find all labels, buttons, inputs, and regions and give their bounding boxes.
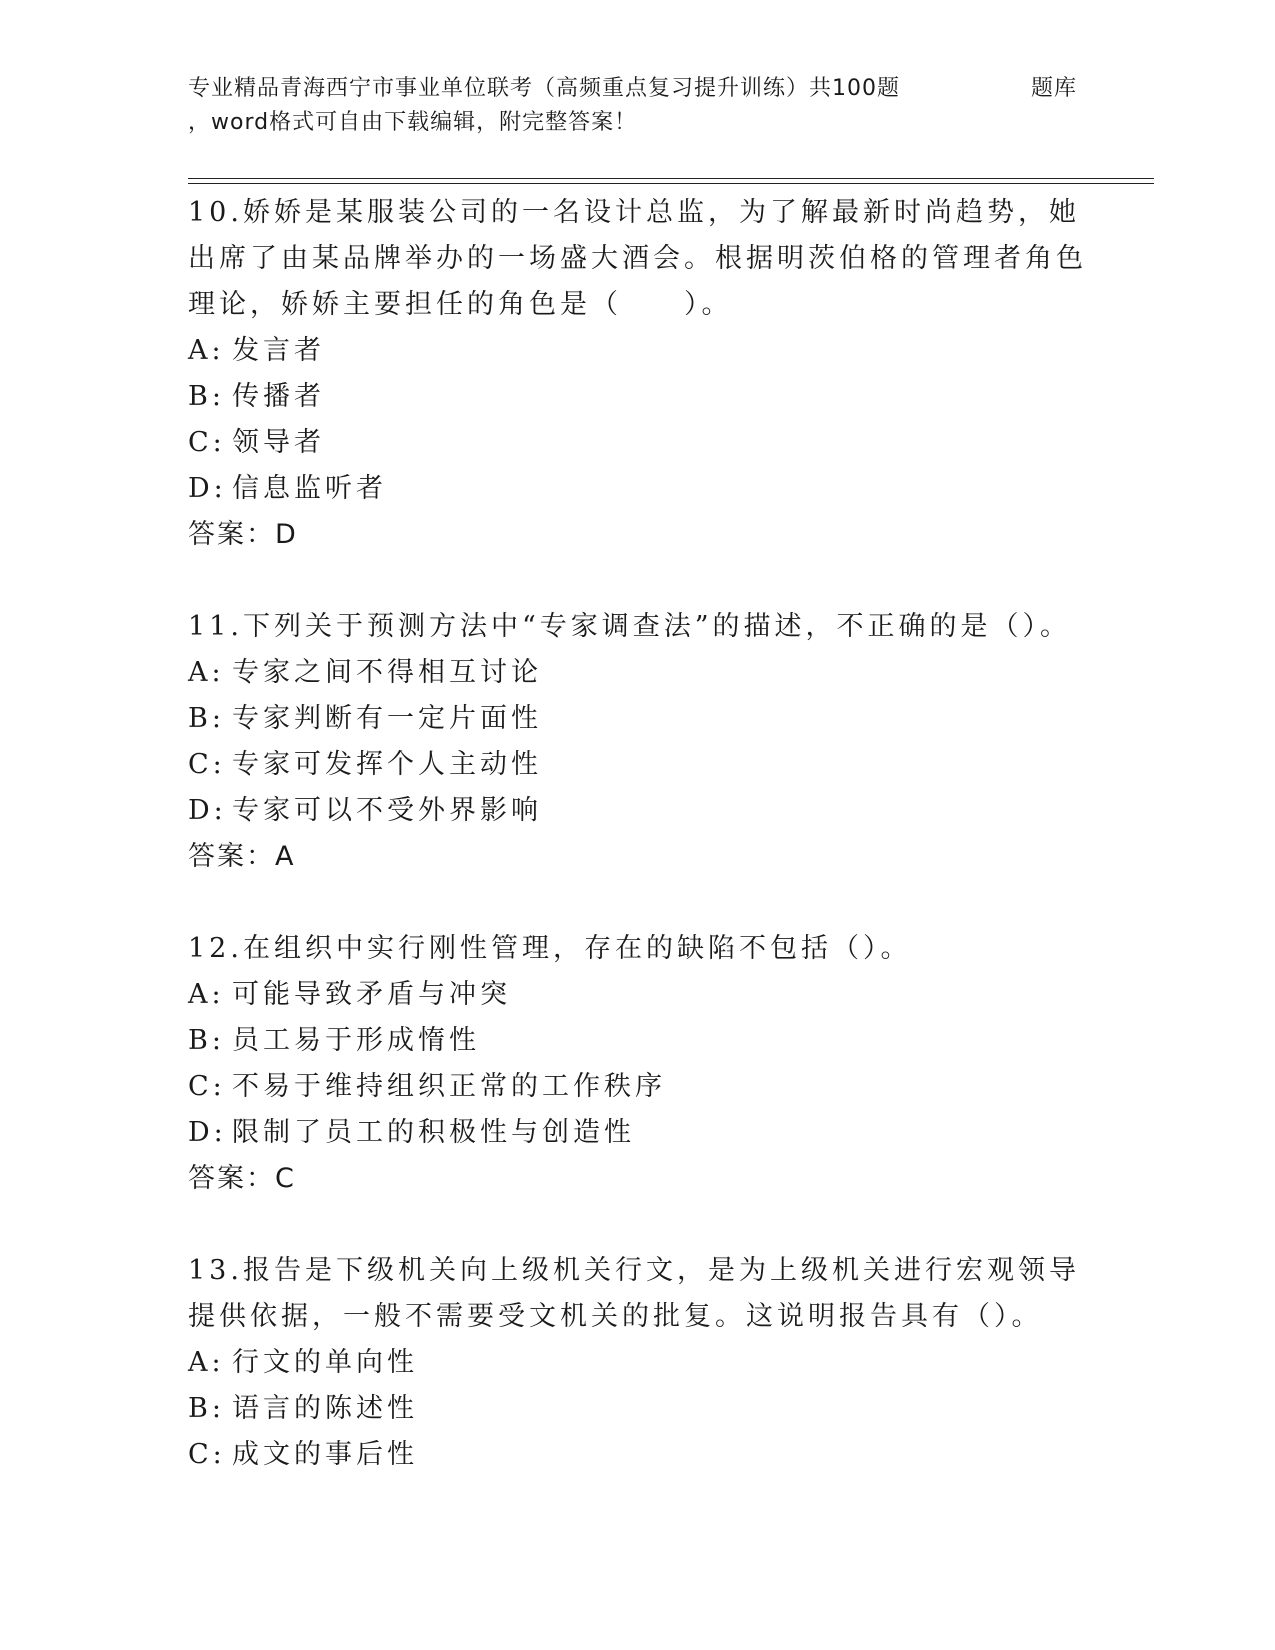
header-divider-bottom <box>188 183 1154 184</box>
option-b <box>188 1018 1088 1064</box>
option-text: 专家可以不受外界影响 <box>232 795 542 826</box>
option-c <box>188 420 1088 466</box>
option-key: B: <box>188 1393 225 1424</box>
option-key: B: <box>188 1025 225 1056</box>
option-text: 可能导致矛盾与冲突 <box>232 979 511 1010</box>
option-text: 专家可发挥个人主动性 <box>232 749 542 780</box>
option-text: 传播者 <box>232 381 325 412</box>
option-text: 不易于维持组织正常的工作秩序 <box>232 1071 666 1102</box>
question-13 <box>188 1248 1088 1478</box>
header-title: 专业精品青海西宁市事业单位联考（高频重点复习提升训练）共100题 <box>188 76 900 101</box>
option-text: 发言者 <box>232 335 325 366</box>
option-d <box>188 466 1088 512</box>
document-header <box>188 72 1088 140</box>
option-key: A: <box>188 1347 225 1378</box>
option-d <box>188 788 1088 834</box>
option-text: 信息监听者 <box>232 473 387 504</box>
option-key: D: <box>188 1117 227 1148</box>
question-stem: 11.下列关于预测方法中“专家调查法”的描述，不正确的是（）。 <box>188 611 1072 642</box>
option-b <box>188 696 1088 742</box>
option-b <box>188 374 1088 420</box>
option-text: 限制了员工的积极性与创造性 <box>232 1117 635 1148</box>
question-stem: 13.报告是下级机关向上级机关行文，是为上级机关进行宏观领导提供依据，一般不需要受文机关的批复。这说明报告具有（）。 <box>188 1255 1080 1332</box>
option-a <box>188 650 1088 696</box>
answer-line: 答案：A <box>188 841 296 872</box>
header-subtitle: ，word格式可自由下载编辑，附完整答案！ <box>188 110 638 135</box>
option-a <box>188 328 1088 374</box>
question-stem: 10.娇娇是某服装公司的一名设计总监，为了解最新时尚趋势，她出席了由某品牌举办的一场盛大酒会。根据明茨伯格的管理者角色理论，娇娇主要担任的角色是（ ）。 <box>188 197 1087 320</box>
option-text: 成文的事后性 <box>232 1439 418 1470</box>
option-key: A: <box>188 335 225 366</box>
option-text: 语言的陈述性 <box>232 1393 418 1424</box>
option-text: 领导者 <box>232 427 325 458</box>
option-key: A: <box>188 657 225 688</box>
question-11 <box>188 604 1088 880</box>
header-tag: 题库 <box>1031 76 1078 101</box>
option-text: 专家之间不得相互讨论 <box>232 657 542 688</box>
option-key: C: <box>188 749 226 780</box>
answer-line: 答案：C <box>188 1163 296 1194</box>
option-a <box>188 972 1088 1018</box>
header-line-1 <box>188 72 1088 106</box>
option-key: B: <box>188 381 225 412</box>
question-list <box>188 190 1088 1524</box>
question-stem: 12.在组织中实行刚性管理，存在的缺陷不包括（）。 <box>188 933 912 964</box>
option-text: 专家判断有一定片面性 <box>232 703 542 734</box>
option-key: C: <box>188 427 226 458</box>
answer-line: 答案：D <box>188 519 298 550</box>
option-key: D: <box>188 473 227 504</box>
question-10 <box>188 190 1088 558</box>
option-key: C: <box>188 1439 226 1470</box>
option-text: 员工易于形成惰性 <box>232 1025 480 1056</box>
option-b <box>188 1386 1088 1432</box>
option-key: A: <box>188 979 225 1010</box>
option-c <box>188 1432 1088 1478</box>
question-12 <box>188 926 1088 1202</box>
header-divider-top <box>188 178 1154 179</box>
option-d <box>188 1110 1088 1156</box>
option-c <box>188 742 1088 788</box>
option-key: C: <box>188 1071 226 1102</box>
option-a <box>188 1340 1088 1386</box>
option-c <box>188 1064 1088 1110</box>
option-text: 行文的单向性 <box>232 1347 418 1378</box>
option-key: B: <box>188 703 225 734</box>
option-key: D: <box>188 795 227 826</box>
